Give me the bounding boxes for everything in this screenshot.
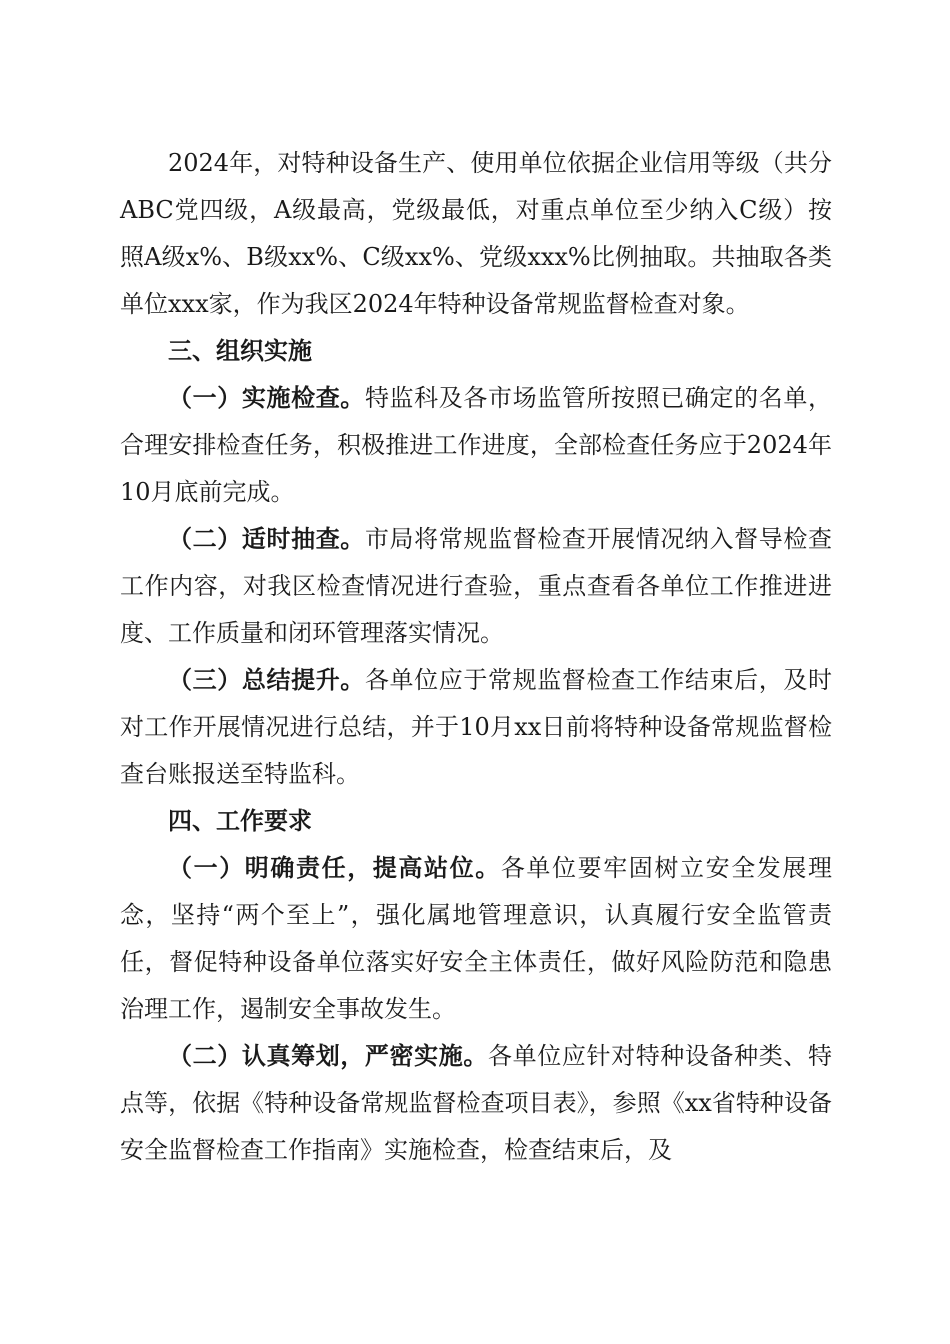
paragraph-summary — [120, 657, 832, 798]
text-spot-check: 市局将常规监督检查开展情况纳入督导检查工作内容，对我区检查情况进行查验，重点查看各单位工作推进进度、工作质量和闭环管理落实情况。 — [120, 525, 833, 647]
lead-summary: （三）总结提升。 — [168, 666, 365, 694]
lead-spot-check: （二）适时抽查。 — [168, 525, 365, 553]
text-implement-inspection: 特监科及各市场监管所按照已确定的名单，合理安排检查任务，积极推进工作进度，全部检查任务应于2024年10月底前完成。 — [120, 384, 833, 506]
text-planning: 各单位应针对特种设备种类、特点等，依据《特种设备常规监督检查项目表》，参照《xx省特种设备安全监督检查工作指南》实施检查，检查结束后，及 — [120, 1042, 832, 1164]
paragraph-responsibility — [120, 845, 832, 1033]
text-summary: 各单位应于常规监督检查工作结束后，及时对工作开展情况进行总结，并于10月xx日前将特种设备常规监督检查台账报送至特监科。 — [120, 666, 833, 788]
paragraph-spot-check — [120, 516, 832, 657]
lead-implement-inspection: （一）实施检查。 — [168, 384, 365, 412]
lead-responsibility: （一）明确责任，提高站位。 — [168, 854, 501, 882]
section-heading-requirements: 四、工作要求 — [168, 807, 312, 835]
text-responsibility: 各单位要牢固树立安全发展理念，坚持“两个至上”，强化属地管理意识，认真履行安全监管责任，督促特种设备单位落实好安全主体责任，做好风险防范和隐患治理工作，遏制安全事故发生。 — [120, 854, 833, 1023]
section-heading-organization: 三、组织实施 — [168, 337, 312, 365]
paragraph-implement-inspection — [120, 375, 832, 516]
paragraph-sampling: 2024年，对特种设备生产、使用单位依据企业信用等级（共分ABC党四级，A级最高，党级最低，对重点单位至少纳入C级）按照A级x%、B级xx%、C级xx%、党级xxx%比例抽取。共抽取各类单位xxx家，作为我区2024年特种设备常规监督检查对象。 — [120, 149, 832, 318]
paragraph-planning — [120, 1033, 832, 1174]
lead-planning: （二）认真筹划，严密实施。 — [168, 1042, 488, 1070]
document-body — [120, 140, 832, 1174]
